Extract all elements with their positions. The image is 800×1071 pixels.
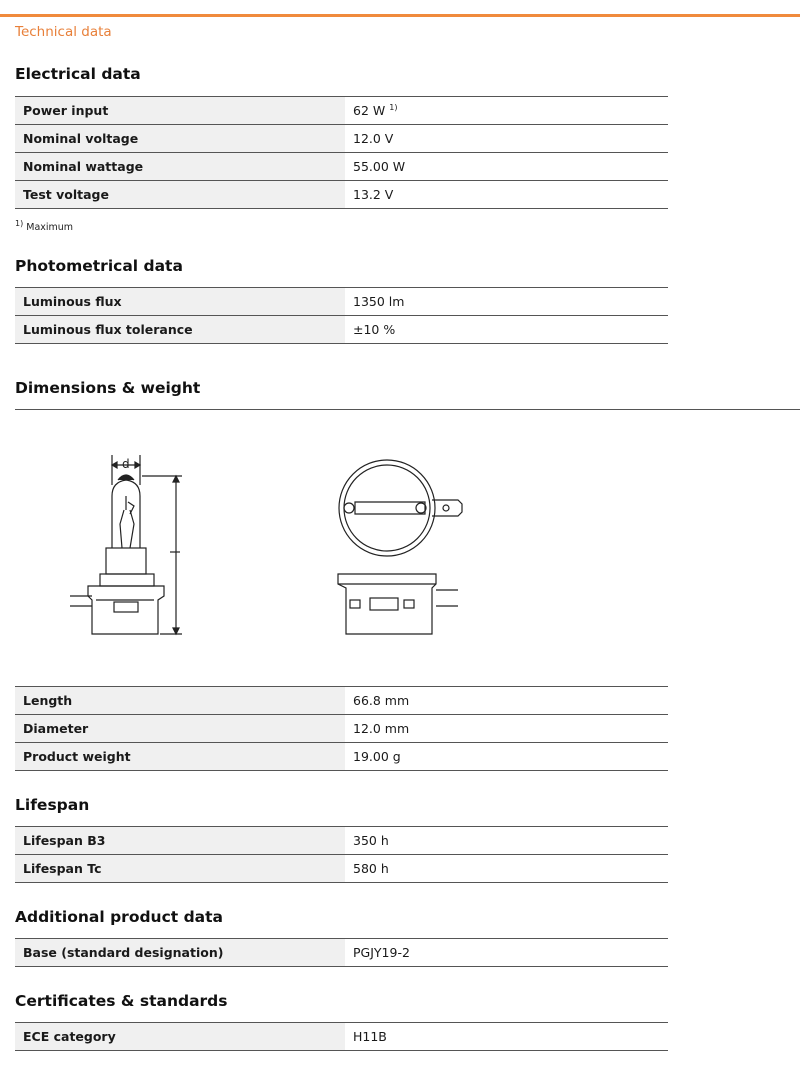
row-value: 1350 lm xyxy=(345,288,668,316)
top-accent-rule xyxy=(0,14,800,17)
photometrical-data-table xyxy=(15,287,668,344)
table-row xyxy=(15,827,668,855)
row-value: ±10 % xyxy=(345,316,668,344)
dimensions-weight-heading: Dimensions & weight xyxy=(15,379,201,397)
table-row xyxy=(15,97,668,125)
table-row xyxy=(15,687,668,715)
table-row xyxy=(15,715,668,743)
breadcrumb-technical-data[interactable]: Technical data xyxy=(15,24,112,40)
footnote-mark: 1) xyxy=(15,219,24,228)
row-value: 13.2 V xyxy=(345,181,668,209)
table-row xyxy=(15,288,668,316)
bulb-front-view xyxy=(338,574,458,634)
table-row xyxy=(15,939,668,967)
row-value: 580 h xyxy=(345,855,668,883)
row-value: H11B xyxy=(345,1023,668,1051)
row-value: 12.0 mm xyxy=(345,715,668,743)
section-divider xyxy=(15,409,800,410)
row-label: Lifespan B3 xyxy=(15,827,345,855)
dimensions-weight-table xyxy=(15,686,668,771)
table-row xyxy=(15,125,668,153)
table-row xyxy=(15,153,668,181)
row-value: PGJY19-2 xyxy=(345,939,668,967)
electrical-data-heading: Electrical data xyxy=(15,65,141,83)
footnote-ref: 1) xyxy=(389,102,398,112)
diameter-label: d xyxy=(122,457,130,471)
table-row xyxy=(15,855,668,883)
bulb-top-view xyxy=(339,460,462,556)
row-label: Lifespan Tc xyxy=(15,855,345,883)
row-label: Base (standard designation) xyxy=(15,939,345,967)
row-label: Nominal voltage xyxy=(15,125,345,153)
photometrical-data-heading: Photometrical data xyxy=(15,257,183,275)
electrical-data-table xyxy=(15,96,668,209)
footnote-text: Maximum xyxy=(26,222,74,234)
row-label: Power input xyxy=(15,97,345,125)
row-value: 19.00 g xyxy=(345,743,668,771)
bulb-dimension-drawing xyxy=(0,440,800,670)
row-label: Diameter xyxy=(15,715,345,743)
certificates-standards-table xyxy=(15,1022,668,1051)
row-label: Luminous flux xyxy=(15,288,345,316)
table-row xyxy=(15,743,668,771)
row-label: Nominal wattage xyxy=(15,153,345,181)
row-label: Luminous flux tolerance xyxy=(15,316,345,344)
footnote xyxy=(15,219,73,233)
table-row xyxy=(15,316,668,344)
row-label: ECE category xyxy=(15,1023,345,1051)
row-value xyxy=(345,97,668,125)
lifespan-table xyxy=(15,826,668,883)
table-row xyxy=(15,1023,668,1051)
row-value: 55.00 W xyxy=(345,153,668,181)
bulb-side-view xyxy=(70,455,182,634)
row-label: Test voltage xyxy=(15,181,345,209)
certificates-standards-heading: Certificates & standards xyxy=(15,992,228,1010)
power-input-value: 62 W xyxy=(353,103,386,119)
row-value: 12.0 V xyxy=(345,125,668,153)
table-row xyxy=(15,181,668,209)
lifespan-heading: Lifespan xyxy=(15,796,90,814)
row-label: Length xyxy=(15,687,345,715)
row-label: Product weight xyxy=(15,743,345,771)
additional-product-data-table xyxy=(15,938,668,967)
row-value: 350 h xyxy=(345,827,668,855)
additional-product-data-heading: Additional product data xyxy=(15,908,224,926)
row-value: 66.8 mm xyxy=(345,687,668,715)
